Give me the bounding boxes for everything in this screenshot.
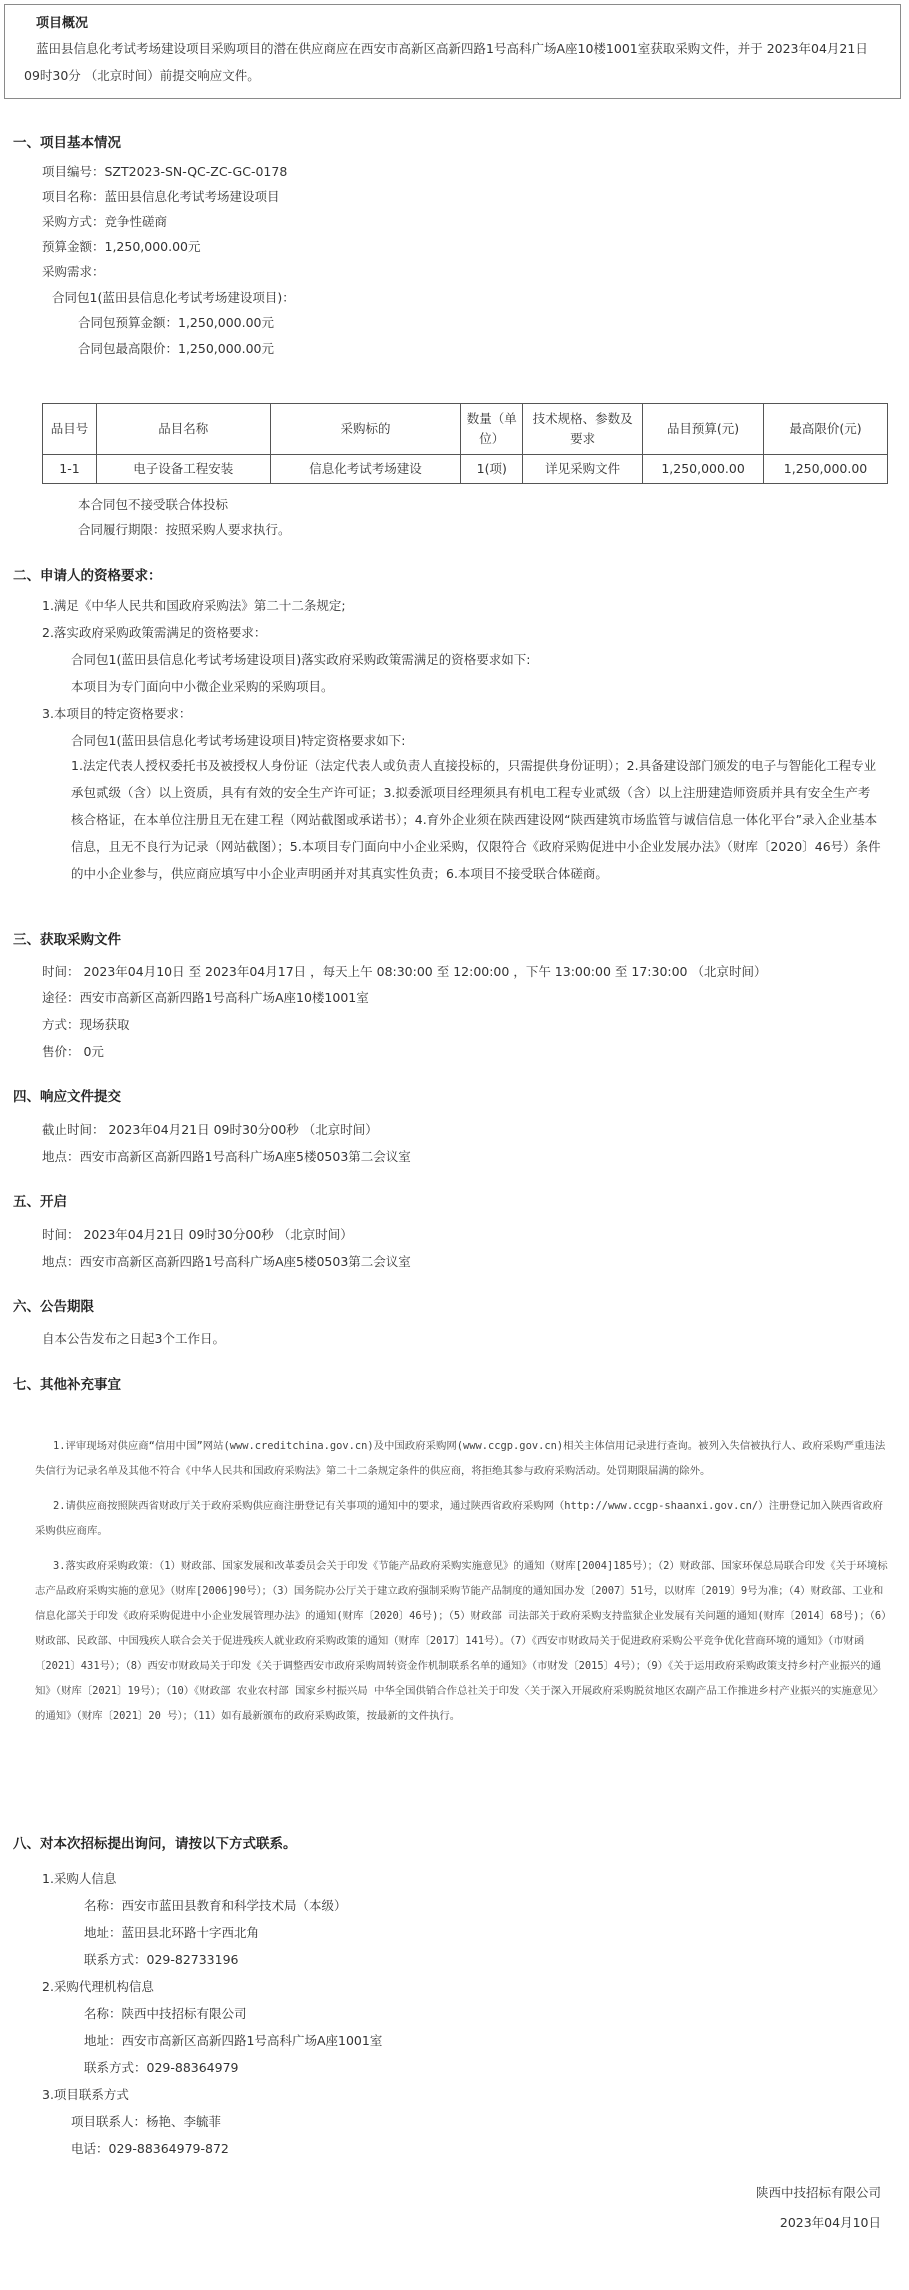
opening-place: 地点：西安市高新区高新四路1号高科广场A座5楼0503第二会议室	[42, 1254, 411, 1269]
column-header: 最高限价(元)	[764, 404, 888, 455]
table-cell: 1(项)	[461, 455, 523, 484]
table-cell: 1,250,000.00	[764, 455, 888, 484]
table-cell: 电子设备工程安装	[96, 455, 270, 484]
contract-period: 合同履行期限：按照采购人要求执行。	[78, 522, 291, 537]
package-budget: 合同包预算金额：1,250,000.00元	[78, 315, 274, 330]
budget-amount: 预算金额：1,250,000.00元	[42, 239, 201, 254]
no-joint-bid-note: 本合同包不接受联合体投标	[78, 497, 229, 512]
section-submission-heading: 四、响应文件提交	[13, 1089, 121, 1105]
obtain-mode: 方式：现场获取	[42, 1017, 130, 1032]
procurement-method: 采购方式：竞争性磋商	[42, 214, 168, 229]
qualification-item: 2.落实政府采购政策需满足的资格要求：	[42, 625, 267, 640]
package-max-price: 合同包最高限价：1,250,000.00元	[78, 341, 274, 356]
section-opening-heading: 五、开启	[13, 1194, 67, 1210]
qualification-detail: 合同包1(蓝田县信息化考试考场建设项目)特定资格要求如下:	[71, 733, 406, 748]
qualification-detail: 合同包1(蓝田县信息化考试考场建设项目)落实政府采购政策需满足的资格要求如下:	[71, 652, 531, 667]
qualification-item: 1.满足《中华人民共和国政府采购法》第二十二条规定;	[42, 598, 346, 613]
project-contact-person: 项目联系人：杨艳、李毓菲	[71, 2114, 222, 2129]
column-header: 采购标的	[270, 404, 461, 455]
column-header: 品目预算(元)	[643, 404, 764, 455]
submission-deadline: 截止时间： 2023年04月21日 09时30分00秒 （北京时间）	[42, 1122, 378, 1137]
section-basic-info-heading: 一、项目基本情况	[13, 135, 121, 151]
document-price: 售价： 0元	[42, 1044, 104, 1059]
column-header: 品目名称	[96, 404, 270, 455]
agency-address: 地址：西安市高新区高新四路1号高科广场A座1001室	[84, 2033, 383, 2048]
table-cell: 1,250,000.00	[643, 455, 764, 484]
overview-text: 蓝田县信息化考试考场建设项目采购项目的潜在供应商应在西安市高新区高新四路1号高科广场A座10楼1001室获取采购文件，并于 2023年04月21日 09时30分 （北京时间）前提交响应文件。	[24, 41, 868, 83]
project-name: 项目名称：蓝田县信息化考试考场建设项目	[42, 189, 280, 204]
table-cell: 详见采购文件	[523, 455, 643, 484]
project-contact-title: 3.项目联系方式	[42, 2087, 129, 2102]
notice-period-text: 自本公告发布之日起3个工作日。	[42, 1331, 225, 1346]
table-cell: 信息化考试考场建设	[270, 455, 461, 484]
column-header: 技术规格、参数及要求	[523, 404, 643, 455]
agency-phone: 联系方式：029-88364979	[84, 2060, 239, 2075]
obtain-place: 途径：西安市高新区高新四路1号高科广场A座10楼1001室	[42, 990, 369, 1005]
obtain-time: 时间： 2023年04月10日 至 2023年04月17日 ，每天上午 08:30:00 至 12:00:00 ，下午 13:00:00 至 17:30:00 （北京时间）	[42, 964, 767, 979]
supplementary-note: 3.落实政府采购政策：（1）财政部、国家发展和改革委员会关于印发《节能产品政府采购实施意见》的通知（财库[2004]185号）；（2）财政部、国家环保总局联合印发《关于环境标志产品政府采购实施的意见》（财库[2006]90号）；（3）国务院办公厅关于建立政府强制采购节能产品制度的通知国办发〔2007〕51号，以财库〔2019〕9号为准；（4）财政部、工业和信息化部关于印发《政府采购促进中小企业发展管理办法》的通知(财库〔2020〕46号)；（5）财政部 司法部关于政府采购支持监狱企业发展有关问题的通知(财库〔2014〕68号)；（6）财政部、民政部、中国残疾人联合会关于促进残疾人就业政府采购政策的通知（财库〔2017〕141号）。（7）《西安市财政局关于促进政府采购公平竞争优化营商环境的通知》（市财函〔2021〕431号）；（8）西安市财政局关于印发《关于调整西安市政府采购周转资金作机制联系名单的通知》（市财发〔2015〕4号）；（9）《关于运用政府采购政策支持乡村产业振兴的通知》（财库〔2021〕19号）；（10）《财政部 农业农村部 国家乡村振兴局 中华全国供销合作总社关于印发〈关于深入开展政府采购脱贫地区农副产品工作推进乡村产业振兴的实施意见〉的通知》（财库〔2021〕20 号）；（11）如有最新颁布的政府采购政策，按最新的文件执行。	[35, 1560, 892, 1722]
table-cell: 1-1	[43, 455, 97, 484]
supplementary-note: 1.评审现场对供应商“信用中国”网站(www.creditchina.gov.cn)及中国政府采购网(www.ccgp.gov.cn)相关主体信用记录进行查询。被列入失信被执行人、政府采购严重违法失信行为记录名单及其他不符合《中华人民共和国政府采购法》第二十二条规定条件的供应商，将拒绝其参与政府采购活动。处罚期限届满的除外。	[35, 1440, 886, 1477]
column-header: 数量（单位）	[461, 404, 523, 455]
procurement-demand-label: 采购需求：	[42, 264, 105, 279]
project-number: 项目编号：SZT2023-SN-QC-ZC-GC-0178	[42, 164, 288, 179]
issuer-organization: 陕西中技招标有限公司	[755, 2185, 881, 2200]
item-table	[42, 403, 888, 484]
purchaser-address: 地址：蓝田县北环路十字西北角	[84, 1925, 260, 1940]
agency-name: 名称：陕西中技招标有限公司	[84, 2006, 247, 2021]
column-header: 品目号	[43, 404, 97, 455]
section-qualification-heading: 二、申请人的资格要求：	[13, 568, 162, 584]
qualification-detail: 本项目为专门面向中小微企业采购的采购项目。	[71, 679, 334, 694]
section-obtain-documents-heading: 三、获取采购文件	[13, 932, 121, 948]
supplementary-notes	[35, 1434, 893, 1739]
project-overview-box	[4, 4, 901, 99]
table-row	[43, 455, 888, 484]
issue-date: 2023年04月10日	[779, 2215, 881, 2230]
contract-package-title: 合同包1(蓝田县信息化考试考场建设项目)：	[52, 290, 295, 305]
section-supplementary-heading: 七、其他补充事宜	[13, 1377, 121, 1393]
project-contact-phone: 电话：029-88364979-872	[71, 2141, 229, 2156]
qualification-item: 3.本项目的特定资格要求：	[42, 706, 192, 721]
purchaser-phone: 联系方式：029-82733196	[84, 1952, 239, 1967]
section-notice-period-heading: 六、公告期限	[13, 1299, 94, 1315]
specific-qualification-text: 1.法定代表人授权委托书及被授权人身份证（法定代表人或负责人直接投标的，只需提供身份证明）；2.具备建设部门颁发的电子与智能化工程专业承包贰级（含）以上资质，具有有效的安全生产许可证；3.拟委派项目经理须具有机电工程专业贰级（含）以上注册建造师资质并具有安全生产考核合格证，在本单位注册且无在建工程（网站截图或承诺书）；4.育外企业须在陕西建设网“陕西建筑市场监管与诚信信息一体化平台”录入企业基本信息，且无不良行为记录（网站截图）；5.本项目专门面向中小企业采购，仅限符合《政府采购促进中小企业发展办法》（财库〔2020〕46号）条件的中小企业参与，供应商应填写中小企业声明函并对其真实性负责；6.本项目不接受联合体磋商。	[71, 758, 881, 881]
supplementary-note: 2.请供应商按照陕西省财政厅关于政府采购供应商注册登记有关事项的通知中的要求，通过陕西省政府采购网（http://www.ccgp-shaanxi.gov.cn/）注册登记加入陕西省政府采购供应商库。	[35, 1500, 883, 1537]
opening-time: 时间： 2023年04月21日 09时30分00秒 （北京时间）	[42, 1227, 353, 1242]
section-contact-heading: 八、对本次招标提出询问，请按以下方式联系。	[13, 1836, 297, 1852]
item-table-header-row	[43, 404, 888, 455]
agency-info-title: 2.采购代理机构信息	[42, 1979, 154, 1994]
overview-title: 项目概况	[36, 16, 89, 31]
purchaser-info-title: 1.采购人信息	[42, 1871, 117, 1886]
submission-place: 地点：西安市高新区高新四路1号高科广场A座5楼0503第二会议室	[42, 1149, 411, 1164]
purchaser-name: 名称：西安市蓝田县教育和科学技术局（本级）	[84, 1898, 347, 1913]
